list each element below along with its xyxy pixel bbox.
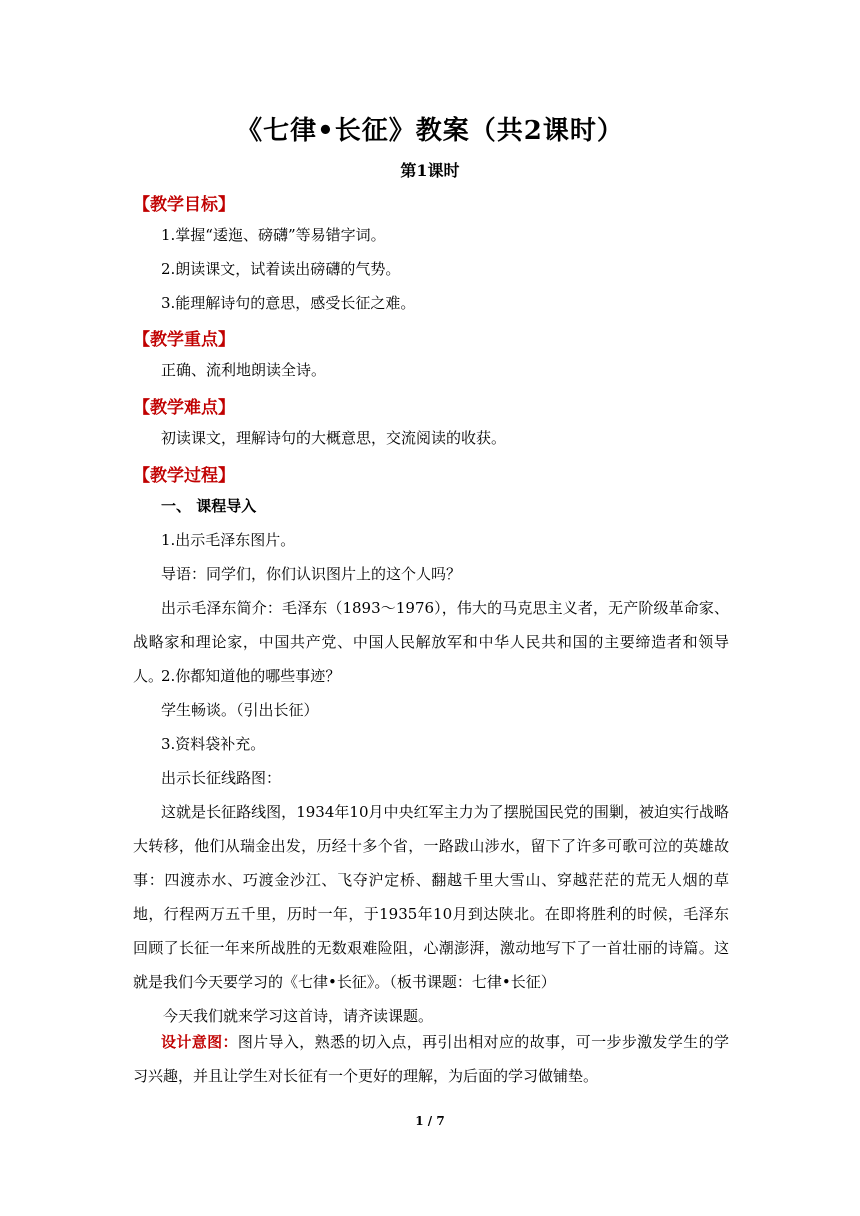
goal-item: 2.朗读课文，试着读出磅礴的气势。	[161, 260, 401, 278]
goal-item: 3.能理解诗句的意思，感受长征之难。	[161, 294, 416, 312]
goal-item: 1.掌握“逶迤、磅礴”等易错字词。	[161, 226, 386, 244]
mao-intro-paragraph: 出示毛泽东简介：毛泽东（1893～1976），伟大的马克思主义者，无产阶级革命家、战略家和理论家，中国共产党、中国人民解放军和中华人民共和国的主要缔造者和领导人。	[133, 599, 729, 685]
lesson-subtitle: 第1课时	[400, 161, 460, 180]
difficulty-text: 初读课文，理解诗句的大概意思，交流阅读的收获。	[161, 429, 507, 447]
document-title: 《七律•长征》教案（共2课时）	[236, 116, 624, 146]
show-map-text: 出示长征线路图：	[161, 769, 282, 787]
read-title-text: 今天我们就来学习这首诗，请齐读课题。	[163, 1007, 434, 1025]
daoyu-text: 导语：同学们，你们认识图片上的这个人吗？	[161, 565, 462, 583]
design-intent-paragraph	[133, 1025, 729, 1093]
goals-heading: 【教学目标】	[133, 195, 235, 215]
step-item: 1.出示毛泽东图片。	[161, 531, 296, 549]
step-item: 2.你都知道他的哪些事迹？	[161, 667, 341, 685]
section-heading: 一、 课程导入	[161, 497, 257, 515]
student-talk-text: 学生畅谈。（引出长征）	[161, 701, 319, 719]
page-number: 1 / 7	[415, 1114, 445, 1128]
long-march-paragraph: 这就是长征路线图，1934年10月中央红军主力为了摆脱国民党的围剿，被迫实行战略大转移，他们从瑞金出发，历经十多个省，一路跋山涉水，留下了许多可歌可泣的英雄故事：四渡赤水、巧渡金沙江、飞夺沪定桥、翻越千里大雪山、穿越茫茫的荒无人烟的草地，行程两万五千里，历时一年，于1935年10月到达陕北。在即将胜利的时候，毛泽东回顾了长征一年来所战胜的无数艰难险阻，心潮澎湃，激动地写下了一首壮丽的诗篇。这就是我们今天要学习的《七律•长征》。（板书课题：七律•长征）	[133, 803, 729, 991]
difficulty-heading: 【教学难点】	[133, 398, 235, 418]
focus-heading: 【教学重点】	[133, 330, 235, 350]
design-intent-label: 设计意图：	[161, 1033, 238, 1051]
process-heading: 【教学过程】	[133, 466, 235, 486]
design-intent-text: 图片导入，熟悉的切入点，再引出相对应的故事，可一步步激发学生的学习兴趣，并且让学生对长征有一个更好的理解，为后面的学习做铺垫。	[133, 1033, 729, 1085]
focus-text: 正确、流利地朗读全诗。	[161, 361, 327, 379]
step-item: 3.资料袋补充。	[161, 735, 266, 753]
